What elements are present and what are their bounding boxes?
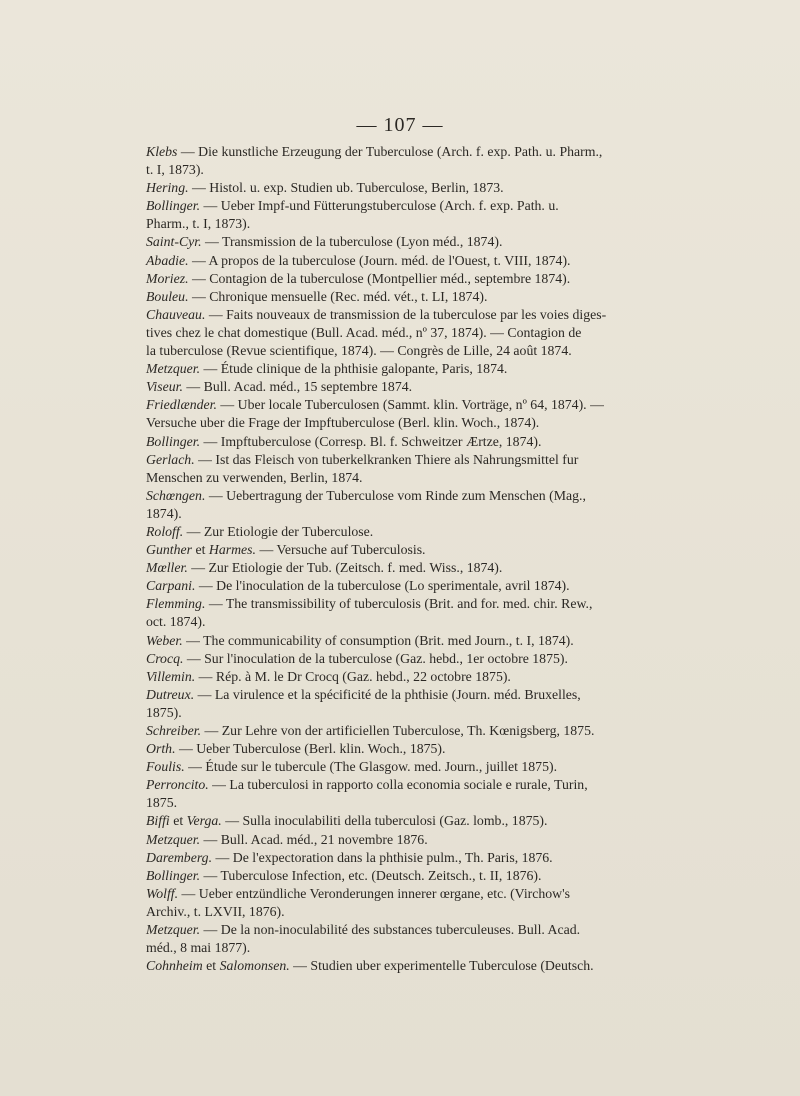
entry-line [146,632,616,650]
entry-author: Crocq. [146,650,184,666]
entry-text: — Histol. u. exp. Studien ub. Tuberculose, Berlin, 1873. [188,180,504,196]
entry-line [146,270,616,288]
entry-text: — The transmissibility of tuberculosis (Brit. and for. med. chir. Rew., [205,596,593,612]
entry-continuation-line [146,469,616,487]
bibliography-entry [146,722,616,740]
entry-text: tives chez le chat domestique (Bull. Acad. méd., nº 37, 1874). — Contagion de [146,324,582,340]
entry-line [146,668,616,686]
entry-continuation-line [146,414,616,432]
entry-line [146,595,616,613]
entry-continuation-line [146,324,616,342]
bibliography-entry [146,867,616,885]
entry-text: méd., 8 mai 1877). [146,940,251,956]
bibliography-entry [146,288,616,306]
entry-line [146,541,616,559]
entry-text: — Contagion de la tuberculose (Montpellier méd., septembre 1874). [188,270,571,286]
entry-author: Daremberg. [146,849,213,865]
entry-text: et [202,958,220,974]
bibliography-entry [146,650,616,668]
entry-line [146,306,616,324]
entry-text: 1874). [146,505,182,521]
entry-line [146,957,616,975]
entry-author: Mœller. [146,560,188,576]
entry-text: 1875). [146,704,182,720]
entry-line [146,650,616,668]
entry-text: et [192,542,209,558]
bibliography-entry [146,378,616,396]
entry-text: Versuche uber die Frage der Impftuberculose (Berl. klin. Woch., 1874). [146,415,540,431]
bibliography-entry [146,758,616,776]
entry-text: — Ueber Tuberculose (Berl. klin. Woch., 1875). [175,741,446,757]
bibliography-entry [146,776,616,812]
entry-text: — Bull. Acad. méd., 15 septembre 1874. [182,379,413,395]
entry-author: Carpani. [146,578,196,594]
entry-author: Abadie. [146,252,189,268]
entry-line [146,686,616,704]
entry-continuation-line [146,794,616,812]
entry-text: — Uebertragung der Tuberculose vom Rinde zum Menschen (Mag., [205,487,586,503]
entry-author: Dutreux. [146,686,195,702]
entry-author: Schœngen. [146,487,206,503]
entry-text: — A propos de la tuberculose (Journ. méd. de l'Ouest, t. VIII, 1874). [188,252,571,268]
entry-line [146,433,616,451]
entry-continuation-line [146,161,616,179]
entry-text: — Versuche auf Tuberculosis. [256,542,426,558]
bibliography-list [146,143,616,975]
entry-line [146,776,616,794]
entry-text: — La tuberculosi in rapporto colla economia sociale e rurale, Turin, [208,777,588,793]
entry-text: — De l'expectoration dans la phthisie pulm., Th. Paris, 1876. [212,849,553,865]
entry-text: — Étude clinique de la phthisie galopante, Paris, 1874. [200,361,508,377]
entry-text: Menschen zu verwenden, Berlin, 1874. [146,469,363,485]
entry-text: — Ueber entzündliche Veronderungen innerer œrgane, etc. (Virchow's [178,885,570,901]
entry-continuation-line [146,613,616,631]
entry-line [146,487,616,505]
entry-author: Foulis. [146,759,185,775]
entry-text: — Ueber Impf-und Fütterungstuberculose (Arch. f. exp. Path. u. [200,198,559,214]
entry-text: — Uber locale Tuberculosen (Sammt. klin. Vorträge, nº 64, 1874). — [216,397,604,413]
bibliography-entry [146,595,616,631]
entry-author: Viseur. [146,379,183,395]
entry-line [146,143,616,161]
entry-author: Perroncito. [146,777,209,793]
bibliography-entry [146,686,616,722]
entry-text: — De l'inoculation de la tuberculose (Lo sperimentale, avril 1874). [195,578,570,594]
entry-continuation-line [146,704,616,722]
bibliography-entry [146,632,616,650]
bibliography-entry [146,849,616,867]
bibliography-entry [146,252,616,270]
entry-author: Bollinger. [146,198,201,214]
entry-author: Metzquer. [146,361,201,377]
entry-text: — Ist das Fleisch von tuberkelkranken Thiere als Nahrungsmittel fur [194,451,579,467]
bibliography-entry [146,541,616,559]
entry-text: — Sur l'inoculation de la tuberculose (Gaz. hebd., 1er octobre 1875). [183,650,568,666]
entry-line [146,451,616,469]
entry-text: — Faits nouveaux de transmission de la tuberculose par les voies diges- [205,306,607,322]
entry-text: — Impftuberculose (Corresp. Bl. f. Schweitzer Ærtze, 1874). [200,433,542,449]
entry-text: — Zur Lehre von der artificiellen Tuberculose, Th. Kœnigsberg, 1875. [201,723,595,738]
entry-text: — Sulla inoculabiliti della tuberculosi (Gaz. lomb., 1875). [221,813,548,829]
entry-author: Weber. [146,632,183,648]
entry-text: Archiv., t. LXVII, 1876). [146,903,285,919]
entry-author: Chauveau. [146,306,206,322]
entry-author: Orth. [146,741,176,757]
entry-author: Harmes. [208,542,256,558]
entry-text: — Transmission de la tuberculose (Lyon méd., 1874). [201,234,503,250]
entry-author: Klebs [146,144,178,159]
entry-text: 1875. [146,795,178,811]
bibliography-entry [146,233,616,251]
entry-line [146,360,616,378]
bibliography-entry [146,360,616,378]
page-number: — 107 — [356,114,444,136]
entry-author: Bollinger. [146,433,201,449]
entry-line [146,197,616,215]
entry-text: — Étude sur le tubercule (The Glasgow. med. Journ., juillet 1875). [184,759,558,775]
entry-author: Friedlænder. [146,397,217,413]
entry-line [146,849,616,867]
entry-author: Bollinger. [146,867,201,883]
entry-line [146,812,616,830]
entry-line [146,921,616,939]
entry-author: Biffi [146,813,170,829]
entry-continuation-line [146,342,616,360]
entry-continuation-line [146,215,616,233]
entry-text: — Rép. à M. le Dr Crocq (Gaz. hebd., 22 octobre 1875). [195,668,511,684]
entry-author: Gunther [146,542,192,558]
entry-author: Villemin. [146,668,196,684]
entry-text: oct. 1874). [146,614,206,630]
entry-author: Wolff. [146,885,179,901]
entry-text: — Zur Etiologie der Tuberculose. [183,523,374,539]
entry-line [146,396,616,414]
bibliography-entry [146,921,616,957]
bibliography-entry [146,179,616,197]
entry-continuation-line [146,939,616,957]
entry-text: Pharm., t. I, 1873). [146,216,251,232]
entry-line [146,740,616,758]
bibliography-entry [146,831,616,849]
entry-text: t. I, 1873). [146,162,204,178]
entry-author: Schreiber. [146,723,202,738]
entry-author: Hering. [146,180,189,196]
bibliography-entry [146,577,616,595]
bibliography-entry [146,885,616,921]
entry-line [146,233,616,251]
entry-text: et [169,813,187,829]
entry-text: la tuberculose (Revue scientifique, 1874). — Congrès de Lille, 24 août 1874. [146,343,572,359]
entry-author: Bouleu. [146,288,189,304]
entry-author: Roloff. [146,523,184,539]
bibliography-entry [146,668,616,686]
entry-line [146,885,616,903]
bibliography-entry [146,306,616,360]
entry-line [146,523,616,541]
bibliography-entry [146,396,616,432]
bibliography-entry [146,433,616,451]
entry-continuation-line [146,903,616,921]
entry-author: Saint-Cyr. [146,234,202,250]
entry-line [146,758,616,776]
entry-author: Verga. [186,813,222,829]
entry-line [146,867,616,885]
entry-line [146,577,616,595]
bibliography-entry [146,487,616,523]
entry-line [146,179,616,197]
entry-author: Flemming. [146,596,206,612]
entry-author: Metzquer. [146,831,201,847]
bibliography-entry [146,451,616,487]
entry-text: — Chronique mensuelle (Rec. méd. vét., t. LI, 1874). [188,288,488,304]
entry-author: Gerlach. [146,451,195,467]
entry-line [146,559,616,577]
entry-text: — Die kunstliche Erzeugung der Tuberculose (Arch. f. exp. Path. u. Pharm., [177,144,603,159]
bibliography-entry [146,957,616,975]
entry-line [146,722,616,740]
entry-text: — Zur Etiologie der Tub. (Zeitsch. f. med. Wiss., 1874). [187,560,503,576]
entry-text: — The communicability of consumption (Brit. med Journ., t. I, 1874). [182,632,574,648]
bibliography-entry [146,740,616,758]
bibliography-entry [146,197,616,233]
bibliography-entry [146,812,616,830]
entry-author: Moriez. [146,270,189,286]
entry-text: — De la non-inoculabilité des substances tuberculeuses. Bull. Acad. [200,922,581,938]
entry-text: — Studien uber experimentelle Tuberculose (Deutsch. [289,958,594,974]
entry-line [146,378,616,396]
bibliography-entry [146,523,616,541]
entry-text: — La virulence et la spécificité de la phthisie (Journ. méd. Bruxelles, [194,686,581,702]
entry-author: Salomonsen. [219,958,290,974]
entry-author: Metzquer. [146,922,201,938]
entry-line [146,252,616,270]
entry-text: — Bull. Acad. méd., 21 novembre 1876. [200,831,428,847]
bibliography-entry [146,559,616,577]
entry-text: — Tuberculose Infection, etc. (Deutsch. Zeitsch., t. II, 1876). [200,867,542,883]
bibliography-entry [146,270,616,288]
bibliography-entry [146,143,616,179]
entry-line [146,831,616,849]
entry-author: Cohnheim [146,958,203,974]
entry-line [146,288,616,306]
entry-continuation-line [146,505,616,523]
